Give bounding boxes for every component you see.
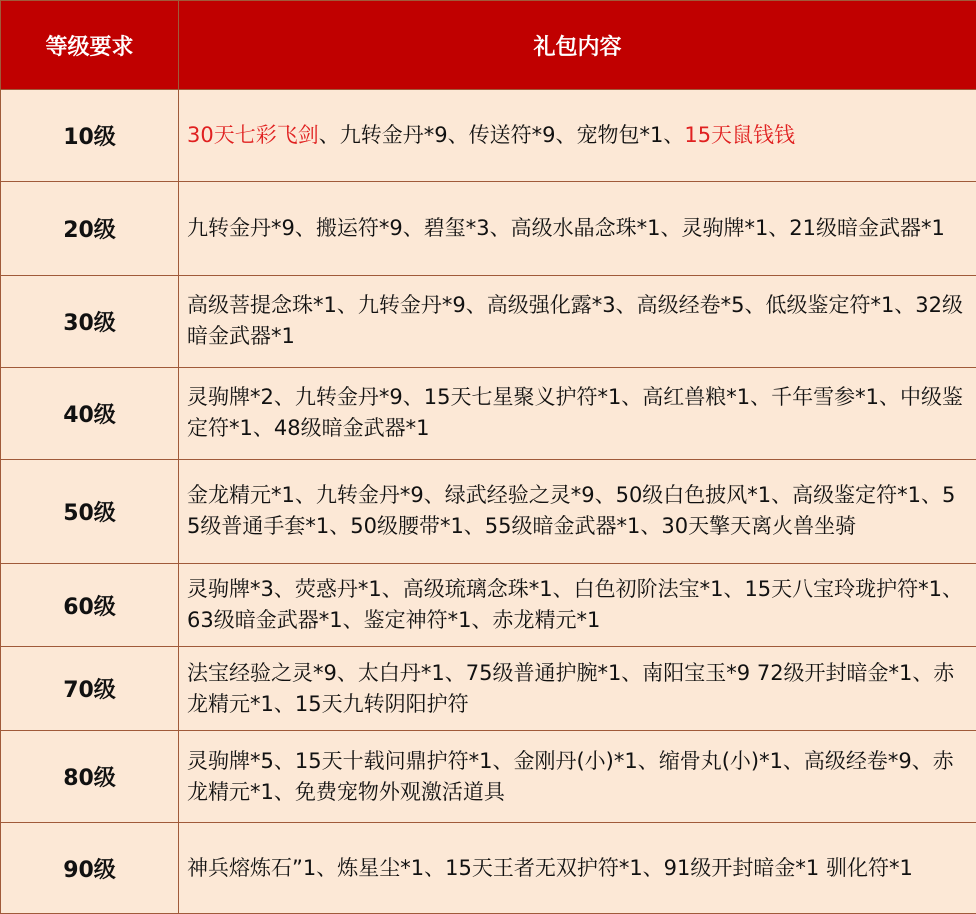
table-row — [1, 367, 976, 459]
reward-cell — [179, 823, 976, 914]
reward-text: 法宝经验之灵*9、太白丹*1、75级普通护腕*1、南阳宝玉*9 72级开封暗金*1、赤龙精元*1、15天九转阴阳护符 — [187, 660, 955, 716]
reward-text: 灵驹牌*5、15天十载问鼎护符*1、金刚丹(小)*1、缩骨丸(小)*1、高级经卷*9、赤龙精元*1、免费宠物外观激活道具 — [187, 748, 954, 804]
level-cell: 30级 — [1, 275, 179, 367]
reward-cell — [179, 647, 976, 731]
reward-text: 九转金丹*9、搬运符*9、碧玺*3、高级水晶念珠*1、灵驹牌*1、21级暗金武器*1 — [187, 215, 945, 240]
level-cell: 20级 — [1, 181, 179, 275]
table-header-row — [1, 1, 976, 90]
level-cell: 90级 — [1, 823, 179, 914]
table-row — [1, 563, 976, 647]
level-cell: 80级 — [1, 731, 179, 823]
reward-cell — [179, 90, 976, 182]
table-row — [1, 90, 976, 182]
reward-cell — [179, 459, 976, 563]
level-cell: 60级 — [1, 563, 179, 647]
reward-text: 金龙精元*1、九转金丹*9、绿武经验之灵*9、50级白色披风*1、高级鉴定符*1、55级普通手套*1、50级腰带*1、55级暗金武器*1、30天擎天离火兽坐骑 — [187, 483, 956, 539]
table-row — [1, 181, 976, 275]
table-row — [1, 647, 976, 731]
reward-text: 灵驹牌*3、荧惑丹*1、高级琉璃念珠*1、白色初阶法宝*1、15天八宝玲珑护符*1、63级暗金武器*1、鉴定神符*1、赤龙精元*1 — [187, 577, 964, 633]
header-level: 等级要求 — [1, 1, 179, 90]
table-row — [1, 731, 976, 823]
reward-text: 、九转金丹*9、传送符*9、宠物包*1、 — [318, 122, 685, 147]
reward-text: 30天七彩飞剑 — [187, 122, 319, 147]
table-row — [1, 823, 976, 914]
reward-text: 灵驹牌*2、九转金丹*9、15天七星聚义护符*1、高红兽粮*1、千年雪参*1、中级鉴定符*1、48级暗金武器*1 — [187, 385, 964, 441]
reward-text: 15天鼠钱钱 — [684, 122, 796, 147]
level-cell: 40级 — [1, 367, 179, 459]
header-content: 礼包内容 — [179, 1, 976, 90]
reward-cell — [179, 367, 976, 459]
level-cell: 50级 — [1, 459, 179, 563]
table-body — [1, 90, 976, 914]
level-cell: 10级 — [1, 90, 179, 182]
table-row — [1, 459, 976, 563]
reward-cell — [179, 275, 976, 367]
reward-cell — [179, 563, 976, 647]
reward-cell — [179, 181, 976, 275]
reward-text: 高级菩提念珠*1、九转金丹*9、高级强化露*3、高级经卷*5、低级鉴定符*1、32级暗金武器*1 — [187, 293, 964, 349]
level-cell: 70级 — [1, 647, 179, 731]
reward-cell — [179, 731, 976, 823]
table-row — [1, 275, 976, 367]
reward-text: 神兵熔炼石”1、炼星尘*1、15天王者无双护符*1、91级开封暗金*1 驯化符*1 — [187, 855, 913, 880]
